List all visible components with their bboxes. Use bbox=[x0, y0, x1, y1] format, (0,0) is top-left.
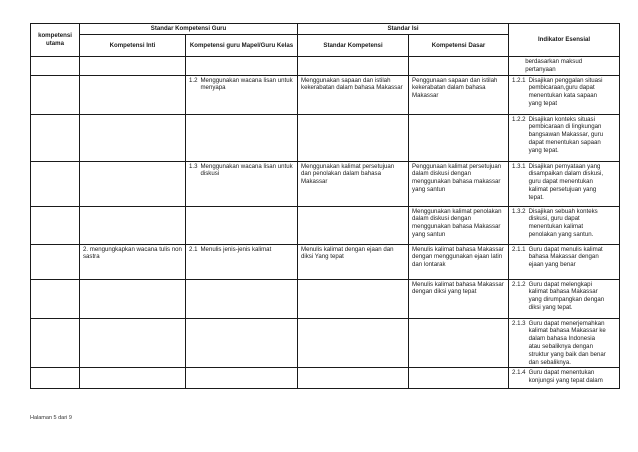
kompetensi-dasar-cell: Penggunaan kalimat persetujuan dalam diskusi dengan menggunakan bahasa makassar yang santun bbox=[409, 161, 509, 206]
header-indikator-esensial: Indikator Esensial bbox=[509, 24, 620, 57]
table-row bbox=[31, 57, 620, 76]
kompetensi-dasar-cell: Menulis kalimat bahasa Makassar dengan diksi yang tepat bbox=[409, 279, 509, 318]
table-row bbox=[31, 279, 620, 318]
header-kompetensi-inti: Kompetensi Inti bbox=[80, 35, 186, 57]
header-standar-kompetensi: Standar Kompetensi bbox=[298, 35, 409, 57]
indikator-cell: 1.3.2 Disajikan sebuah konteks diskusi, guru dapat menentukan kalimat penolakan yang santun. bbox=[509, 206, 620, 244]
indikator-cell: 2.1.1 Guru dapat menulis kalimat bahasa Makassar dengan ejaan yang benar bbox=[509, 244, 620, 279]
indikator-cell: 1.3.1 Disajikan pernyataan yang disampaikan dalam diskusi, guru dapat menentukan kalimat persetujuan yang tepat. bbox=[509, 161, 620, 206]
kompetensi-dasar-cell: Menggunakan kalimat penolakan dalam diskusi dengan menggunakan bahasa Makassar yang santun bbox=[409, 206, 509, 244]
table-row bbox=[31, 75, 620, 114]
table-row bbox=[31, 244, 620, 279]
standar-kompetensi-cell: Menggunakan sapaan dan istilah kekerabatan dalam bahasa Makassar bbox=[298, 75, 409, 114]
indikator-cell: 2.1.2 Guru dapat melengkapi kalimat bahasa Makassar yang dirumpangkan dengan diksi yang tepat. bbox=[509, 279, 620, 318]
indikator-cell: 2.1.4 Guru dapat menentukan konjungsi yang tepat dalam bbox=[509, 368, 620, 389]
indikator-cell: 2.1.3 Guru dapat menerjemahkan kalimat bahasa Makassar ke dalam bahasa Indonesia atau sebaliknya dengan struktur yang baik dan benar dan sebaliknya. bbox=[509, 318, 620, 368]
page-number: Halaman 5 dari 9 bbox=[30, 415, 72, 421]
indikator-cell: 1.2.2 Disajikan konteks situasi pembicaraan di lingkungan bangsawan Makassar, guru dapat menentukan sapaan yang tepat. bbox=[509, 114, 620, 161]
standar-kompetensi-cell: Menggunakan kalimat persetujuan dan penolakan dalam bahasa Makassar bbox=[298, 161, 409, 206]
table-row bbox=[31, 318, 620, 368]
kompetensi-inti-cell: 2. mengungkapkan wacana tulis non sastra bbox=[80, 244, 186, 279]
kompetensi-guru-cell: 1.2 Menggunakan wacana lisan untuk menyapa bbox=[186, 75, 298, 114]
table-row bbox=[31, 161, 620, 206]
kompetensi-guru-cell: 1.3 Menggunakan wacana lisan untuk diskusi bbox=[186, 161, 298, 206]
standar-kompetensi-cell: Menulis kalimat dengan ejaan dan diksi Yang tepat bbox=[298, 244, 409, 279]
header-standar-isi: Standar Isi bbox=[298, 24, 509, 35]
table-row bbox=[31, 206, 620, 244]
indikator-cell: berdasarkan maksud pertanyaan bbox=[509, 57, 620, 76]
competency-table bbox=[30, 23, 620, 389]
header-standar-kompetensi-guru: Standar Kompetensi Guru bbox=[80, 24, 298, 35]
kompetensi-dasar-cell: Penggunaan sapaan dan istilah kekerabatan dalam bahasa Makassar bbox=[409, 75, 509, 114]
kompetensi-dasar-cell: Menulis kalimat bahasa Makassar dengan menggunakan ejaan latin dan lontarak bbox=[409, 244, 509, 279]
indikator-cell: 1.2.1 Disajikan penggalan situasi pembicaraan,guru dapat menentukan kata sapaan yang tepat bbox=[509, 75, 620, 114]
header-kompetensi-guru-mapel: Kompetensi guru Mapel/Guru Kelas bbox=[186, 35, 298, 57]
kompetensi-guru-cell: 2.1 Menulis jenis-jenis kalimat bbox=[186, 244, 298, 279]
table-row bbox=[31, 368, 620, 389]
header-kompetensi-utama: kompetensi utama bbox=[31, 24, 80, 57]
header-kompetensi-dasar: Kompetensi Dasar bbox=[409, 35, 509, 57]
table-header bbox=[31, 24, 620, 57]
table-row bbox=[31, 114, 620, 161]
